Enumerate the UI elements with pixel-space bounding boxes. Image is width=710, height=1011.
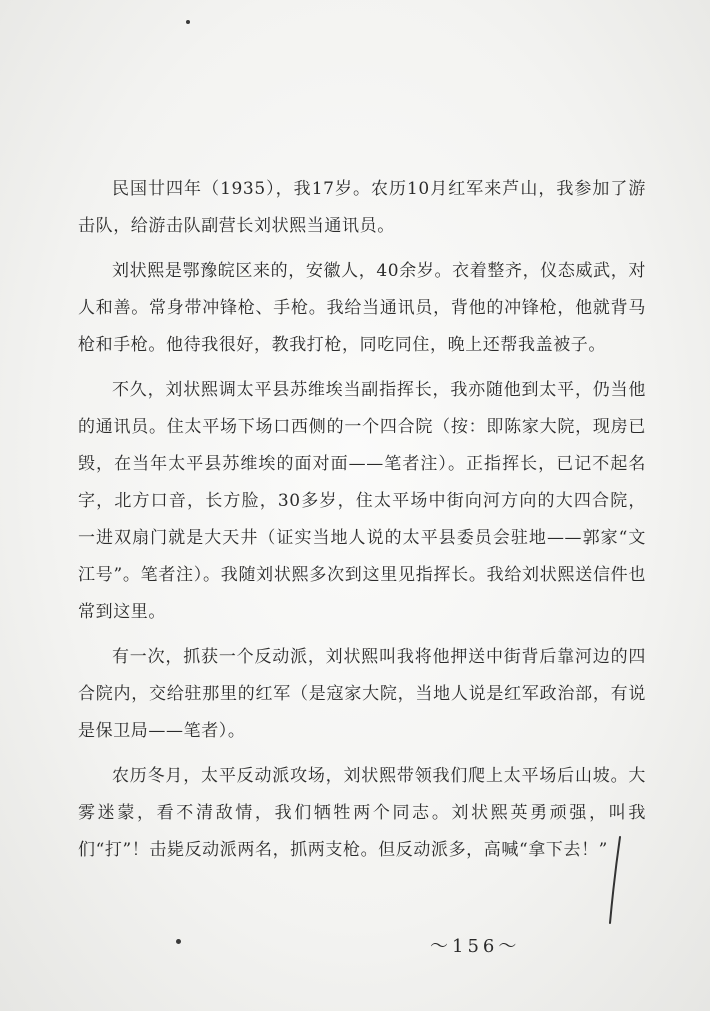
page-number: ～156～	[430, 936, 521, 957]
paragraph-2: 刘状熙是鄂豫皖区来的，安徽人，40余岁。衣着整齐，仪态威武，对人和善。常身带冲锋枪、手枪。我给当通讯员，背他的冲锋枪，他就背马枪和手枪。他待我很好，教我打枪，同吃同住，晚上还帮我盖被子。	[78, 261, 646, 355]
paragraph-5: 农历冬月，太平反动派攻场，刘状熙带领我们爬上太平场后山坡。大雾迷蒙，看不清敌情，我们牺牲两个同志。刘状熙英勇顽强，叫我们“打”！击毙反动派两名，抓两支枪。但反动派多，高喊“拿下去！”	[78, 766, 646, 860]
paragraph-4: 有一次，抓获一个反动派，刘状熙叫我将他押送中街背后靠河边的四合院内，交给驻那里的红军（是寇家大院，当地人说是红军政治部，有说是保卫局——笔者）。	[78, 647, 646, 741]
speck-mark	[176, 939, 181, 944]
speck-mark	[186, 20, 190, 24]
body-text	[78, 171, 646, 877]
paragraph-1: 民国廿四年（1935），我17岁。农历10月红军来芦山，我参加了游击队，给游击队副营长刘状熙当通讯员。	[78, 179, 646, 236]
margin-pen-stroke	[606, 835, 626, 925]
paragraph-3: 不久，刘状熙调太平县苏维埃当副指挥长，我亦随他到太平，仍当他的通讯员。住太平场下场口西侧的一个四合院（按：即陈家大院，现房已毁，在当年太平县苏维埃的面对面——笔者注）。正指挥长，已记不起名字，北方口音，长方脸，30多岁，住太平场中街向河方向的大四合院，一进双扇门就是大天井（证实当地人说的太平县委员会驻地——郭家“文江号”。笔者注）。我随刘状熙多次到这里见指挥长。我给刘状熙送信件也常到这里。	[78, 380, 646, 622]
